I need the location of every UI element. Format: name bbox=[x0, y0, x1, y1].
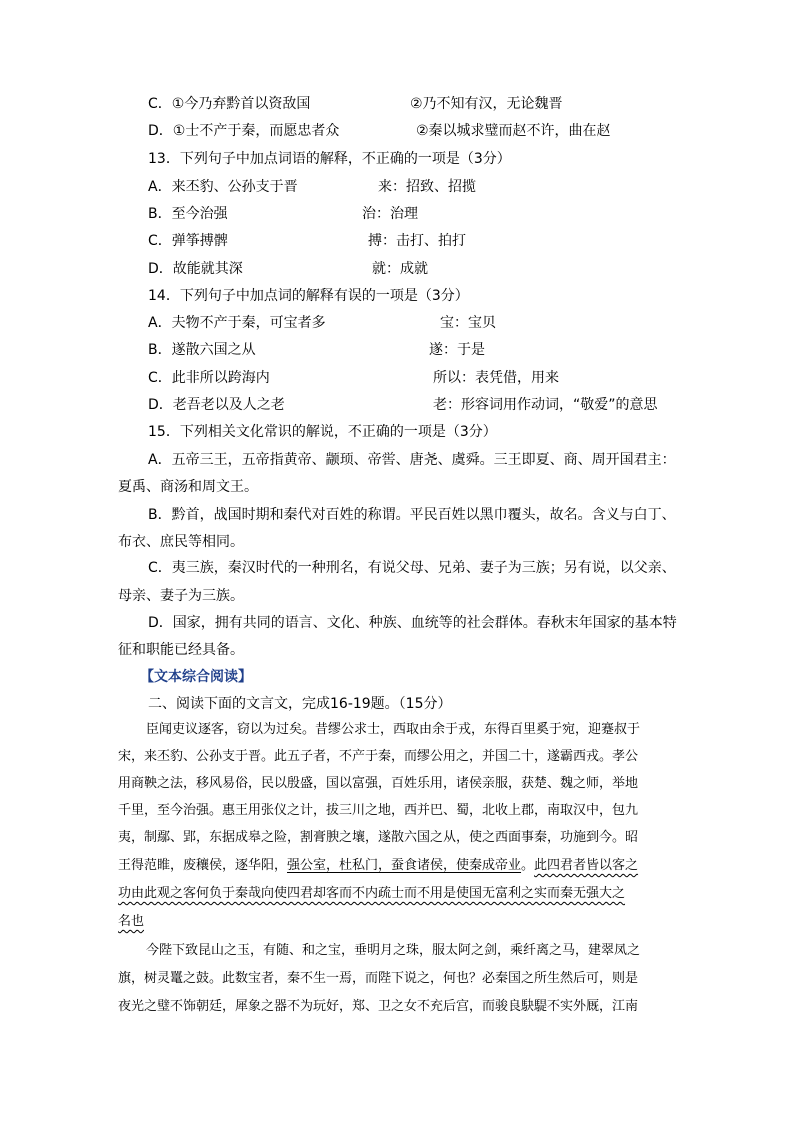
passage-line: 今陛下致昆山之玉，有随、和之宝，垂明月之珠，服太阿之剑，乘纤离之马，建翠凤之 bbox=[146, 943, 641, 958]
option-text: C．弹筝搏髀 bbox=[148, 233, 228, 249]
option-gloss: 遂：于是 bbox=[429, 342, 485, 358]
option-gloss: 老：形容词用作动词，“敬爱”的意思 bbox=[433, 397, 658, 413]
option-text: A．来丕豹、公孙支于晋 bbox=[148, 179, 298, 195]
passage-line: 旗，树灵鼍之鼓。此数宝者，秦不生一焉，而陛下说之，何也？必秦国之所生然后可，则是 bbox=[118, 971, 639, 986]
option-gloss: 来：招致、招揽 bbox=[378, 179, 476, 195]
passage-line: 臣闻吏议逐客，窃以为过矣。昔缪公求士，西取由余于戎，东得百里奚于宛，迎蹇叔于 bbox=[146, 722, 641, 737]
q15-option-d-line2: 征和职能已经具备。 bbox=[118, 642, 244, 658]
question-stem: 13．下列句子中加点词语的解释，不正确的一项是（3分） bbox=[148, 151, 511, 167]
q15-option-a-line1: A．五帝三王，五帝指黄帝、颛顼、帝喾、唐尧、虞舜。三王即夏、商、周开国君主： bbox=[148, 452, 676, 468]
option-text: C．①今乃弃黔首以资敌国 bbox=[148, 96, 311, 112]
section-heading: 【文本综合阅读】 bbox=[140, 669, 252, 685]
passage-line: 千里，至今治强。惠王用张仪之计，拔三川之地，西并巴、蜀，北收上郡，南取汉中，包九 bbox=[118, 803, 639, 818]
option-text: A．夫物不产于秦，可宝者多 bbox=[148, 315, 326, 331]
q13-option-d bbox=[116, 258, 676, 280]
passage-text: 。 bbox=[521, 858, 535, 873]
option-text: D．故能就其深 bbox=[148, 261, 243, 277]
q15-option-d-line1: D．国家，拥有共同的语言、文化、种族、血统等的社会群体。春秋末年国家的基本特 bbox=[148, 615, 677, 631]
q14-option-d bbox=[116, 394, 676, 416]
q15-option-a-line2: 夏禹、商汤和周文王。 bbox=[118, 479, 258, 495]
question-stem: 15．下列相关文化常识的解说，不正确的一项是（3分） bbox=[148, 424, 497, 440]
q14-option-a bbox=[116, 312, 676, 334]
q15-option-c-line2: 母亲、妻子为三族。 bbox=[118, 588, 244, 604]
q15-stem bbox=[116, 421, 676, 443]
option-text: B．遂散六国之从 bbox=[148, 342, 256, 358]
q12-option-d bbox=[116, 120, 676, 142]
q14-option-b bbox=[116, 339, 676, 361]
passage-line: 夷，制鄢、郢，东据成皋之险，割膏腴之壤，遂散六国之从，使之西面事秦，功施到今。昭 bbox=[118, 830, 639, 845]
underlined-sentence: 强公室，杜私门，蚕食诸侯，使秦成帝业 bbox=[287, 858, 522, 873]
option-gloss: 搏：击打、拍打 bbox=[368, 233, 466, 249]
option-gloss: 所以：表凭借，用来 bbox=[433, 370, 559, 386]
q15-option-b-line2: 布衣、庶民等相同。 bbox=[118, 534, 244, 550]
q14-stem bbox=[116, 285, 676, 307]
q15-option-c-line1: C．夷三族，秦汉时代的一种刑名，有说父母、兄弟、妻子为三族；另有说，以父亲、 bbox=[148, 560, 676, 576]
section2-title: 二、阅读下面的文言文，完成16-19题。（15分） bbox=[148, 696, 452, 712]
option-gloss: 宝：宝贝 bbox=[440, 315, 496, 331]
passage-text: 王得范睢，废穰侯，逐华阳， bbox=[118, 858, 288, 873]
option-gloss: 就：成就 bbox=[372, 261, 428, 277]
passage-line: 夜光之璧不饰朝廷，犀象之器不为玩好，郑、卫之女不充后宫，而骏良駃騠不实外厩，江南 bbox=[118, 999, 639, 1014]
passage-line: 用商鞅之法，移风易俗，民以殷盛，国以富强，百姓乐用，诸侯亲服，获楚、魏之师，举地 bbox=[118, 776, 639, 791]
option-text: C．此非所以跨海内 bbox=[148, 370, 270, 386]
option-text: D．①士不产于秦，而愿忠者众 bbox=[148, 123, 340, 139]
question-stem: 14．下列句子中加点词的解释有误的一项是（3分） bbox=[148, 288, 469, 304]
option-gloss: 治：治理 bbox=[362, 206, 418, 222]
option-text-right: ②秦以城求璧而赵不许，曲在赵 bbox=[416, 123, 611, 139]
option-text: B．至今治强 bbox=[148, 206, 228, 222]
wavy-underlined-line: 功由此观之客何负于秦哉向使四君却客而不内疏士而不用是使国无富利之实而秦无强大之 bbox=[118, 886, 626, 901]
passage-line-underlined bbox=[118, 852, 678, 879]
wavy-underlined-sentence: 此四君者皆以客之 bbox=[534, 858, 639, 873]
option-text-right: ②乃不知有汉，无论魏晋 bbox=[410, 96, 563, 112]
q13-option-b bbox=[116, 203, 676, 225]
wavy-underlined-line: 名也 bbox=[118, 914, 145, 929]
q13-stem bbox=[116, 148, 676, 170]
q12-option-c bbox=[116, 93, 676, 115]
q13-option-a bbox=[116, 176, 676, 198]
passage-line: 宋，来丕豹、公孙支于晋。此五子者，不产于秦，而缪公用之，并国二十，遂霸西戎。孝公 bbox=[118, 749, 639, 764]
q13-option-c bbox=[116, 230, 676, 252]
q14-option-c bbox=[116, 367, 676, 389]
q15-option-b-line1: B．黔首，战国时期和秦代对百姓的称谓。平民百姓以黑巾覆头，故名。含义与白丁、 bbox=[148, 507, 676, 523]
option-text: D．老吾老以及人之老 bbox=[148, 397, 285, 413]
